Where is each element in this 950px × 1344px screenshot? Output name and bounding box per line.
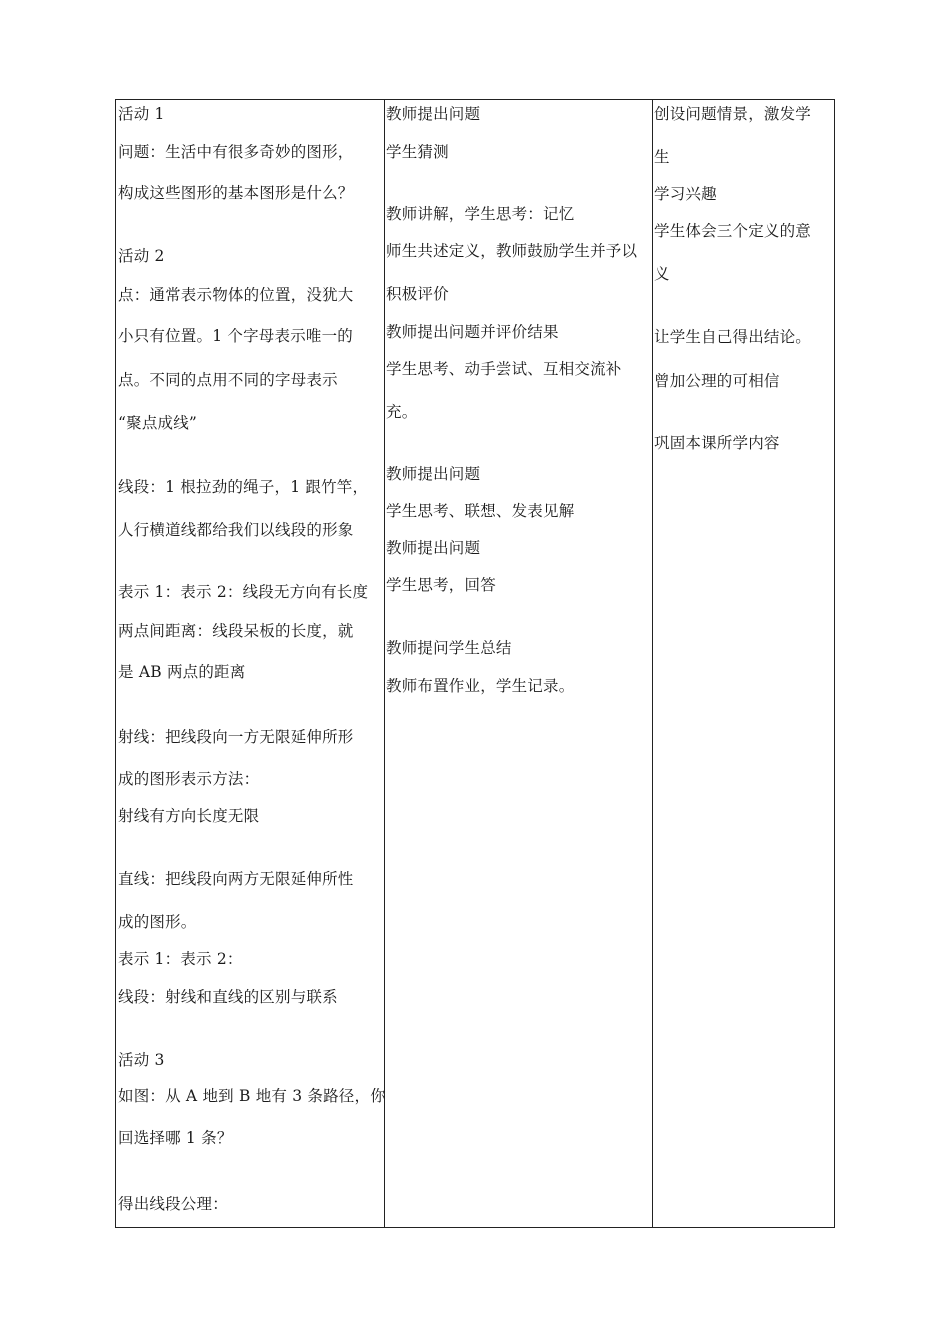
text-line: 义 xyxy=(654,265,670,283)
text-line: 成的图形。 xyxy=(118,913,197,931)
text-line: 教师提出问题 xyxy=(386,539,481,557)
text-line: 充。 xyxy=(386,403,418,421)
text-line: 线段：射线和直线的区别与联系 xyxy=(118,988,338,1006)
text-line: 小只有位置。1 个字母表示唯一的 xyxy=(118,327,353,345)
text-line: 学生思考，回答 xyxy=(386,576,496,594)
text-line: 如图：从 A 地到 B 地有 3 条路径，你 xyxy=(118,1087,386,1105)
text-line: 活动 2 xyxy=(118,247,165,265)
text-line: 回选择哪 1 条？ xyxy=(118,1129,233,1147)
text-line: “聚点成线” xyxy=(118,414,198,432)
text-line: 教师提出问题 xyxy=(386,105,481,123)
text-line: 创设问题情景，激发学 xyxy=(654,105,812,123)
text-line: 让学生自己得出结论。 xyxy=(654,328,812,346)
text-line: 教师讲解，学生思考：记忆 xyxy=(386,205,575,223)
activity-column xyxy=(116,100,385,1227)
text-line: 教师提出问题 xyxy=(386,465,481,483)
text-line: 学生猜测 xyxy=(386,143,449,161)
text-line: 教师布置作业，学生记录。 xyxy=(386,677,575,695)
lesson-table xyxy=(115,99,835,1228)
text-line: 教师提问学生总结 xyxy=(386,639,512,657)
text-line: 学习兴趣 xyxy=(654,185,717,203)
text-line: 是 AB 两点的距离 xyxy=(118,663,246,681)
text-line: 学生体会三个定义的意 xyxy=(654,222,812,240)
text-line: 曾加公理的可相信 xyxy=(654,372,780,390)
text-line: 两点间距离：线段呆板的长度，就 xyxy=(118,622,354,640)
text-line: 活动 1 xyxy=(118,105,165,123)
text-line: 巩固本课所学内容 xyxy=(654,434,780,452)
text-line: 点。不同的点用不同的字母表示 xyxy=(118,371,338,389)
text-line: 人行横道线都给我们以线段的形象 xyxy=(118,521,354,539)
text-line: 直线：把线段向两方无限延伸所性 xyxy=(118,870,354,888)
purpose-column xyxy=(652,100,834,1227)
text-line: 点：通常表示物体的位置，没犹大 xyxy=(118,286,354,304)
text-line: 表示 1：表示 2：线段无方向有长度 xyxy=(118,583,369,601)
text-line: 构成这些图形的基本图形是什么？ xyxy=(118,184,354,202)
text-line: 教师提出问题并评价结果 xyxy=(386,323,559,341)
text-line: 学生思考、联想、发表见解 xyxy=(386,502,575,520)
text-line: 射线：把线段向一方无限延伸所形 xyxy=(118,728,354,746)
text-line: 师生共述定义，教师鼓励学生并予以 xyxy=(386,242,638,260)
text-line: 射线有方向长度无限 xyxy=(118,807,260,825)
text-line: 表示 1：表示 2： xyxy=(118,950,243,968)
text-line: 积极评价 xyxy=(386,285,449,303)
text-line: 问题：生活中有很多奇妙的图形， xyxy=(118,143,354,161)
method-column xyxy=(384,100,653,1227)
text-line: 生 xyxy=(654,148,670,166)
text-line: 活动 3 xyxy=(118,1051,165,1069)
text-line: 线段：1 根拉劲的绳子，1 跟竹竿， xyxy=(118,478,369,496)
text-line: 成的图形表示方法： xyxy=(118,770,260,788)
text-line: 得出线段公理： xyxy=(118,1195,228,1213)
text-line: 学生思考、动手尝试、互相交流补 xyxy=(386,360,622,378)
